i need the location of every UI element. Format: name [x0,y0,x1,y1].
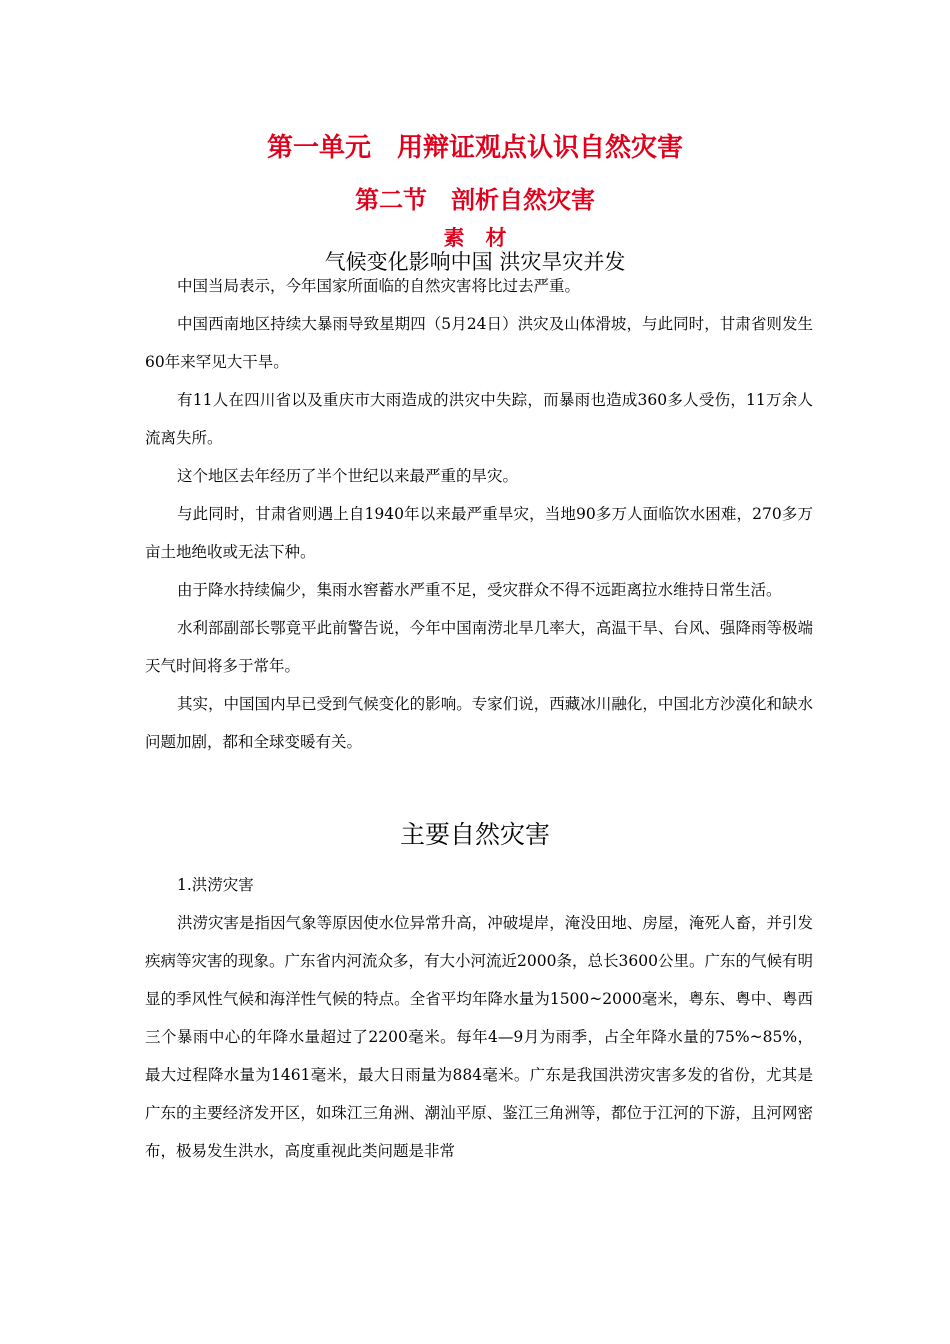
article-paragraph: 这个地区去年经历了半个世纪以来最严重的旱灾。 [177,467,519,485]
article-paragraph: 水利部副部长鄂竟平此前警告说，今年中国南涝北旱几率大，高温干旱、台风、强降雨等极端天气时间将多于常年。 [145,619,813,675]
article-paragraph: 由于降水持续偏少，集雨水窖蓄水严重不足，受灾群众不得不远距离拉水维持日常生活。 [177,581,782,599]
section-title: 第二节 剖析自然灾害 [355,186,595,214]
flood-section-body [145,866,813,1170]
article-paragraph: 中国西南地区持续大暴雨导致星期四（5月24日）洪灾及山体滑坡，与此同时，甘肃省则发生60年来罕见大干旱。 [145,315,813,371]
article-title: 气候变化影响中国 洪灾旱灾并发 [324,250,626,274]
material-label: 素 材 [443,226,507,250]
article-body [145,267,813,761]
article-paragraph: 与此同时，甘肃省则遇上自1940年以来最严重旱灾，当地90多万人面临饮水困难，270多万亩土地绝收或无法下种。 [145,505,813,561]
section-heading: 主要自然灾害 [399,820,550,849]
flood-paragraph: 洪涝灾害是指因气象等原因使水位异常升高，冲破堤岸，淹没田地、房屋，淹死人畜，并引发疾病等灾害的现象。广东省内河流众多，有大小河流近2000条，总长3600公里。广东的气候有明显的季风性气候和海洋性气候的特点。全省平均年降水量为1500~2000毫米，粤东、粤中、粤西三个暴雨中心的年降水量超过了2200毫米。每年4—9月为雨季，占全年降水量的75%~85%，最大过程降水量为1461毫米，最大日雨量为884毫米。广东是我国洪涝灾害多发的省份，尤其是广东的主要经济发开区，如珠江三角洲、潮汕平原、鉴江三角洲等，都位于江河的下游，且河网密布，极易发生洪水，高度重视此类问题是非常 [145,914,813,1160]
article-paragraph: 有11人在四川省以及重庆市大雨造成的洪灾中失踪，而暴雨也造成360多人受伤，11万余人流离失所。 [145,391,813,447]
article-paragraph: 其实，中国国内早已受到气候变化的影响。专家们说，西藏冰川融化，中国北方沙漠化和缺水问题加剧，都和全球变暖有关。 [145,695,813,751]
article-paragraph: 中国当局表示，今年国家所面临的自然灾害将比过去严重。 [177,277,581,295]
unit-title: 第一单元 用辩证观点认识自然灾害 [266,133,683,163]
flood-subheading: 1.洪涝灾害 [177,876,254,894]
